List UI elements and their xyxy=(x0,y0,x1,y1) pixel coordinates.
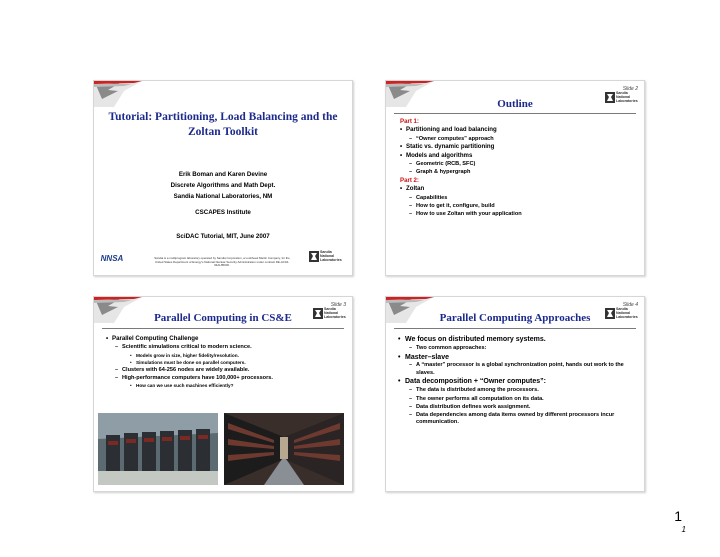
page-number: 1 xyxy=(674,508,682,524)
outline-list xyxy=(400,118,636,219)
sandia-logo-text: Sandia National Laboratories xyxy=(616,307,638,319)
list-item: – High-performance computers have 100,000+ processors. xyxy=(106,375,344,382)
list-item: – Two common approaches: xyxy=(398,344,636,352)
list-item: – How to get it, configure, build xyxy=(400,202,636,210)
list-item: • Partitioning and load balancing xyxy=(400,126,636,134)
slide-title: Parallel Computing in CS&E xyxy=(154,312,292,324)
list-item: – Data dependencies among data items owned by different processors incur communication. xyxy=(398,412,636,427)
slide-title: Parallel Computing Approaches xyxy=(439,312,591,324)
list-item: • Static vs. dynamic partitioning xyxy=(400,143,636,151)
list-item: – Capabilities xyxy=(400,194,636,202)
list-item: • Simulations must be done on parallel computers. xyxy=(106,359,344,366)
page-subnumber: 1 xyxy=(681,525,686,534)
slide-footer: Sandia is a multiprogram laboratory operated by Sandia Corporation, a Lockheed Martin Company, for the United States Department of Energy's National Nuclear Security Administration under contract DE-AC04-94AL85000. xyxy=(154,256,290,268)
list-item: – A “master” processor is a global synchronization point, hands out work to the slaves. xyxy=(398,362,636,377)
sandia-logo xyxy=(309,251,342,263)
sandia-logo-text: Sandia National Laboratories xyxy=(324,307,346,319)
list-item: – The data is distributed among the processors. xyxy=(398,386,636,394)
slide-number: Slide 2 xyxy=(622,86,638,92)
sandia-logo-text: Sandia National Laboratories xyxy=(616,91,638,103)
list-item: – “Owner computes” approach xyxy=(400,135,636,143)
bullet-list xyxy=(106,335,344,389)
list-item: • Zoltan xyxy=(400,185,636,193)
supercomputer-aisle-image xyxy=(224,413,344,485)
list-item: – Graph & hypergraph xyxy=(400,168,636,176)
list-item: – How to use Zoltan with your application xyxy=(400,210,636,218)
title-rule xyxy=(102,328,344,329)
conference: SciDAC Tutorial, MIT, June 2007 xyxy=(176,233,270,240)
sandia-logo-text: Sandia National Laboratories xyxy=(320,250,342,262)
supercomputer-room-image xyxy=(98,413,218,485)
sandia-thunderbird-icon xyxy=(309,251,319,262)
slide-title: Outline xyxy=(497,98,533,110)
list-item: – Clusters with 64-256 nodes are widely available. xyxy=(106,366,344,374)
author-block xyxy=(94,169,352,202)
slide-4 xyxy=(385,296,645,492)
list-item: – Data distribution defines work assignment. xyxy=(398,403,636,411)
list-item: • We focus on distributed memory systems. xyxy=(398,335,636,344)
nnsa-logo-icon xyxy=(98,252,126,264)
list-item: – The owner performs all computation on its data. xyxy=(398,395,636,403)
list-item: – Scientific simulations critical to modern science. xyxy=(106,343,344,351)
list-item: – Geometric (RCB, SFC) xyxy=(400,160,636,168)
part-heading: Part 1: xyxy=(400,118,419,125)
list-item: • Models and algorithms xyxy=(400,152,636,160)
list-item: • Master–slave xyxy=(398,353,636,362)
title-rule xyxy=(394,328,636,329)
list-item: • Parallel Computing Challenge xyxy=(106,335,344,343)
list-item: • Data decomposition + “Owner computes”: xyxy=(398,377,636,386)
authors: Erik Boman and Karen Devine xyxy=(178,171,268,178)
institute: CSCAPES Institute xyxy=(195,209,251,216)
nnsa-logo-text: NNSA xyxy=(100,254,124,263)
slide-title: Tutorial: Partitioning, Load Balancing and the Zoltan Toolkit xyxy=(108,111,338,138)
slide-3 xyxy=(93,296,353,492)
list-item: • How can we use such machines efficiently? xyxy=(106,382,344,389)
slide-1 xyxy=(93,80,353,276)
list-item: • Models grow in size, higher fidelity/resolution. xyxy=(106,352,344,359)
eagle-corner-icon xyxy=(94,81,142,107)
laboratory: Sandia National Laboratories, NM xyxy=(173,193,273,200)
part-heading: Part 2: xyxy=(400,176,419,184)
slide-number: Slide 4 xyxy=(622,302,638,308)
slide-2 xyxy=(385,80,645,276)
slide-number: Slide 3 xyxy=(330,302,346,308)
bullet-list xyxy=(398,335,636,426)
department: Discrete Algorithms and Math Dept. xyxy=(170,182,276,189)
title-rule xyxy=(394,113,636,114)
